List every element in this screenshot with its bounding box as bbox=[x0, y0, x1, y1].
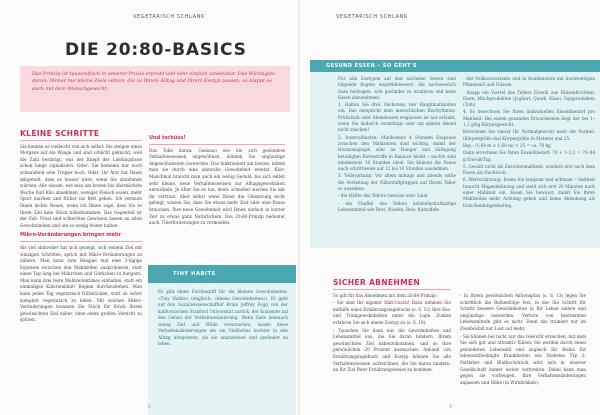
heading-divider bbox=[20, 140, 142, 141]
paragraph: 1. Halten Sie drei, höchstens vier Hauptmahlzeiten ein. Das entspricht dem menschlichen Biorhythmus. Frühstück oder Abendessen weglassen ist nur erlaubt, wenn Sie dadurch vormittags oder am späten Abend nicht snacken! bbox=[338, 102, 456, 133]
paragraph: Für alle Esstypen auf den nächsten Seiten sind folgende Regeln empfehlenswert, die nachweislich dazu beitragen, sich gesünder zu ernähren und beim Essen abzunehmen: bbox=[338, 76, 456, 100]
info-column-2 bbox=[463, 76, 595, 210]
subheading: Mikro-Veränderungen bringen mehr bbox=[20, 232, 122, 239]
paragraph: Das Tolle daran: Genauso wie Sie sich gesündere Verhaltensweisen angewöhnen, können Sie ungünstige Angewohnheiten loswerden. Das funktioniert am besten, indem man sie durch eine sinnvolle Gewohnheit ersetzt. Klar: Manchmal braucht man auch ein wenig Geduld, bis sich selbst sehr kleine, neue Verhaltensweisen zur Alltagsgewohnheit entwickeln. Je öfter Sie es tun, desto schneller werden Sie mit ihr vertraut. Aber selbst wenn Ihnen die Umsetzung nicht gelingt, wissen Sie, dass Sie etwas mehr Zeit oder eine Pause brauchen. Ihre neue Gewohnheit wird Ihnen einfach in kurzer Zeit zu etwas ganz Natürlichem. Das 20:80-Prinzip bedeutet auch, Überforderungen zu vermeiden. bbox=[149, 147, 285, 226]
paragraph: - Sie können bei nicht nur das Gewicht erreichen, mit dem Sie sich gut und attraktiv fühlen. Sie werden durch einen gesünderen Lebensstil und zugleich Ihr Risiko für lebensstilbedingte Krankheiten wie Diabetes Typ 2, Fettleber und Bluthochdruck wird sich in unserer Gesellschaft immer weiter verbreiten. Dabei kann man gegen sie vorbeugen. Ihre Verhaltensänderungen anpassen und Nähe (in Wirklichkeit). bbox=[460, 333, 586, 385]
paragraph: - knapp ein Viertel des Tellers Eiweiß aus Hülsenfrüchten, Eiern, Milchprodukten (Joghurt, Quark, Käse), Sojaprodukten (Tofu) bbox=[463, 89, 595, 108]
tip-box bbox=[148, 265, 296, 415]
left-column-2 bbox=[149, 135, 285, 228]
paragraph: 5. Gesüßt nicht als Zwischenmahlzeit, sondern erst nach dem Essen als Nachtisch. bbox=[463, 163, 595, 176]
right-column-2 bbox=[460, 293, 586, 387]
paragraph: 3. Tellerprinzip: Vor allem mittags und abends sollte die Verteilung der Nährstoffgruppen auf Ihrem Teller so aussehen: bbox=[338, 173, 456, 192]
paragraph: Dann errechnen Sie Ihren Eiweißbedarf: 70 × 1–1,2 = 70–84 g Eiweiß/Tag. bbox=[463, 150, 595, 162]
subheading: Und tschüss! bbox=[149, 135, 186, 141]
lead-text: Das Prinzip ist tausendfach in unserer Praxis erprobt und sehr einfach umsetzbar. Das Wichtigste daran: Immer nur kleine Ziele setzen, die zu Ihrem Alltag und Ihrem Esstyp passen, so klappt es auch mit dem Wunschgewicht. bbox=[32, 71, 276, 92]
paragraph: - Tauschen Sie dann nur die Gewohnheiten und Lebensmittel aus, die Sie daran hindern, Ihrem gewünschten Ziel näherzukommen, und so Ihre persönlichen 20 Prozent ausmachen. Anhand von Ernährungstagebuch und Esstyp können Sie alle Verhaltensweisen aufzeichnen, die Sie daran hindern, an Ihr Ziel Ihrer Ernährungsweise zu kommen. bbox=[333, 327, 451, 373]
paragraph: Berechnen Sie zuerst Ihr Normalgewicht nach der Formel: (Körpergröße mal Körpergröße in Metern) mal 25. bbox=[463, 129, 595, 141]
paragraph: - Sie sind Ihr eigener Diät-Coach! Dazu nehmen Sie mithilfe eines Ernährungstagebuchs (s. S. 12) Ihre Ess- und Trinkgewohnheiten unter die Lupe. Zudem erfahren Sie sich einem Esstyp zu (s. S. 10). bbox=[333, 300, 451, 325]
tip-text: Es gibt einen Fachbegriff für die kleinen Gewohnheiten: »Tiny Habits« (englisch: »kleine Gewohnheiten«). Er geht auf den Sozialwissenschaftler Brian Jeffrey Fogg von der kalifornischen Stanford Universität zurück, der Konzepte auf den Gebiet der Verhaltensänderung. Wenn Ziele demnach wenig Zeit und Mühe verursachen, lassen diese Verhaltensänderungen um ein Vielfaches leichter in den Alltag integrieren, als sie umzusetzen und gesünder zu leben. bbox=[158, 289, 288, 346]
paragraph: - der Vollkornvariante und in Kombination mit hochwertigen Pflanzenöl und Nüssen bbox=[463, 76, 595, 88]
page-title: DIE 20:80-BASICS bbox=[65, 40, 247, 60]
paragraph: So gilt für das Abnehmen mit dem 20:80-Prinzip: bbox=[333, 292, 438, 298]
section-heading: KLEINE SCHRITTE bbox=[20, 129, 100, 138]
heading-divider bbox=[149, 144, 285, 145]
paragraph: Bsp.: (1,68 m × 1,68 m) × 25 = ca. 70 kg bbox=[463, 142, 551, 148]
info-column-1 bbox=[338, 76, 456, 214]
heading-divider bbox=[333, 289, 451, 290]
left-column-1 bbox=[20, 131, 142, 325]
paragraph: - die Hälfte des Tellers Gemüse oder Salat bbox=[338, 193, 428, 199]
heading-divider bbox=[20, 241, 142, 242]
right-page bbox=[300, 0, 600, 415]
tip-heading: TINY HABITS bbox=[148, 265, 296, 283]
right-column-1 bbox=[333, 280, 451, 375]
info-box bbox=[310, 60, 600, 248]
info-box-heading: GESUND ESSEN – SO GEHT'S bbox=[310, 60, 600, 72]
section-heading: SICHER ABNEHMEN bbox=[333, 278, 421, 287]
paragraph: 6. Wertschätzung: Essen Sie langsam und achtsam – Sattheit braucht Magendehnung und stellt sich erst 20 Minuten nach einer Mahlzeit ein. Essen Sie bewusst, damit Sie Ihren Mahlzeiten mehr Achtung geben und keine Ablenkung als Entscheidungseinstieg. bbox=[463, 177, 595, 208]
page-number: 8 bbox=[148, 405, 151, 410]
paragraph: - ein Fünftel des Tellers kohlenhydrathaltige Lebensmittel wie Brot, Nudeln, Reis, Kartoffeln bbox=[338, 200, 456, 212]
lead-box bbox=[20, 66, 290, 112]
paragraph: Sie kennen es vielleicht von sich selbst: Sie steigen eines Morgens auf die Waage und sind schlicht geknickt, weil die Zahl bestätigt, was der Knopf der Lieblingshose schon lange signalisiert. Oder: Sie kommen nur noch schnaufend eine Treppe hoch. Oder: Ihr Arzt hat Ihnen mitgeteilt, dass es besser wäre, wenn Sie abnehmen würden. Alle wissen, wie man am besten bis übernächste Woche fünf Kilo abnehmen, weniger Fleisch essen, mehr Sport machen und früher ins Bett gehen. Ich vermute Ihnen nichts Neues, wenn ich Ihnen sage, dass Sie so Ihren Ziel kein Stück näherkommen. Das Gegenteil ist der Fall: Frust und schlechtes Gewissen lassen an alten Gewohnheiten und um so wenig festen halten. bbox=[20, 143, 142, 228]
running-head: VEGETARISCH SCHLANK bbox=[133, 14, 205, 20]
paragraph: Als viel sinnvoller hat sich gezeigt, sich seinem Ziel mit winzigen Schritten, sprich mit Mikro-Veränderungen zu nähern. Man kann zum Beispiel mal eine 3-tägige Espresse zwischen den Mahlzeiten ausprobieren, statt einen Tag lang bei Möhrchen und Gürkchen zu hungern. Man kann drei feste Mahlzeitentimes einhalten, statt ein einmaliges Kalorienlimit! Beginn durchzustehen. Man kann jeden Tag vegetarisch frühstücken, statt ab sofort komplett vegetarisch zu leben. Mit solchen Mikro-Veränderungen kommen Sie Stück für Stück Ihrem gewünschten Ziel näher, ohne einen großen Verzicht zu spüren. bbox=[20, 244, 142, 323]
paragraph: 4. So berechnen Sie Ihren individuellen Eiweißbedarf pro Mahlzeit: Bei einem gesunden Erwachsenen liegt der bei 1–1,2 g/kg Körpergewicht. bbox=[463, 109, 595, 128]
page-number: 9 bbox=[449, 405, 452, 410]
paragraph: - In Ihrem persönlichen Aktionsplan (s. S. 13) legen Sie schriftlich die Reihenfolge fest, in der Sie Schritt für Schritt bessere Gewohnheiten in Ihr Leben ziehen und ungünstige loswerden. Verbote von bestimmten Lebensmitteln gibt es nicht. Denn das trainiert nur im Zweifelsfall nur Lust auf mehr. bbox=[460, 293, 586, 331]
paragraph: 2. Intervallfasten: Mindestens 4 Stunden Esspause zwischen den Mahlzeiten sind wichtig, damit der Hormonspiegel aller an Hunger und Sättigung beteiligten Botenstoffe in Balance bleibt – nachts sind mindestens 10 Stunden ideal. Sie können die Pause auch schrittweise auf 12 bis 16 Stunden ausdehnen. bbox=[338, 134, 456, 172]
running-head: VEGETARISCH SCHLANK bbox=[336, 14, 408, 20]
